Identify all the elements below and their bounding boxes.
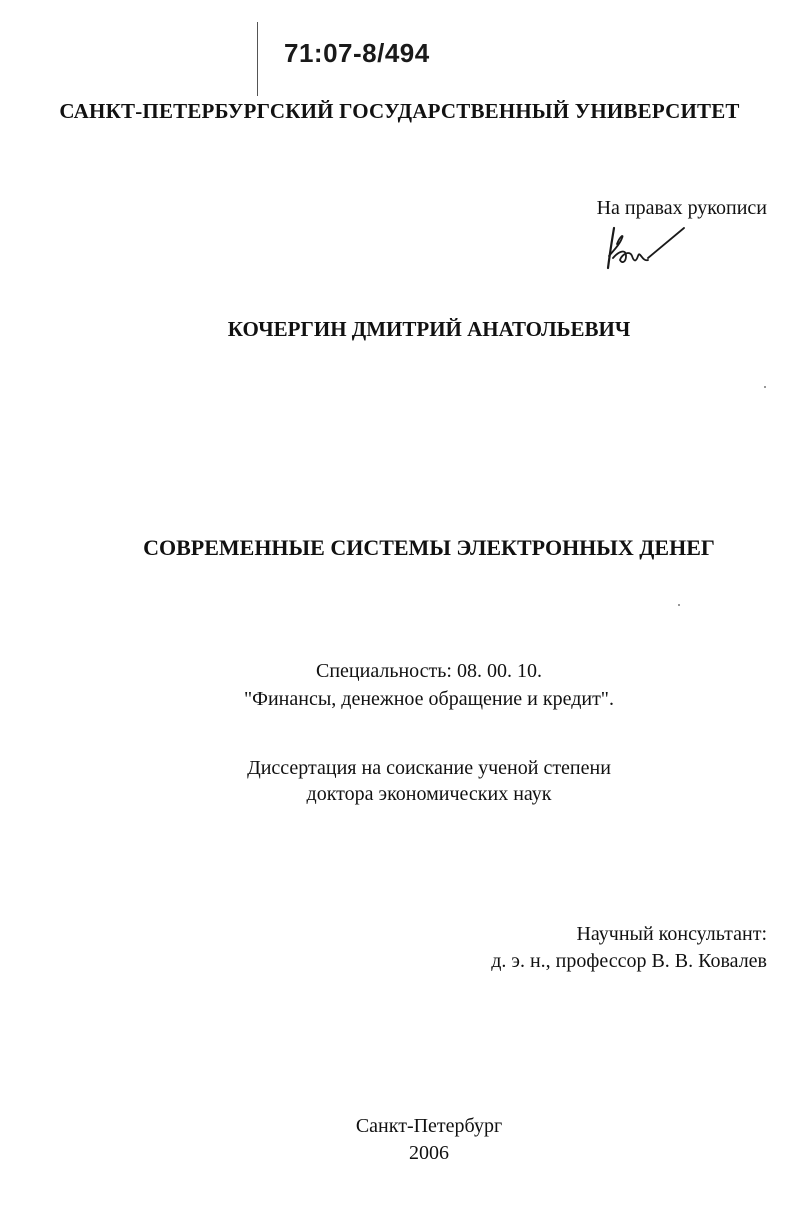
degree-block <box>0 755 799 807</box>
dissertation-title: СОВРЕМЕННЫЕ СИСТЕМЫ ЭЛЕКТРОННЫХ ДЕНЕГ <box>143 535 715 560</box>
manuscript-note: На правах рукописи <box>596 197 767 219</box>
degree-line-1: Диссертация на соискание ученой степени <box>247 757 611 779</box>
consultant-label: Научный консультант: <box>576 923 767 945</box>
author-name: КОЧЕРГИН ДМИТРИЙ АНАТОЛЬЕВИЧ <box>227 317 631 341</box>
specialty-code: Специальность: 08. 00. 10. <box>316 660 542 682</box>
margin-line <box>257 22 258 96</box>
city-year-block <box>0 1113 799 1167</box>
consultant-name: д. э. н., профессор В. В. Ковалев <box>491 950 767 972</box>
signature-icon <box>600 222 690 274</box>
university-name: САНКТ-ПЕТЕРБУРГСКИЙ ГОСУДАРСТВЕННЫЙ УНИВЕРСИТЕТ <box>59 99 740 123</box>
specialty-name: "Финансы, денежное обращение и кредит". <box>244 688 614 710</box>
city: Санкт-Петербург <box>355 1115 503 1137</box>
scan-speck <box>678 604 680 606</box>
consultant-block <box>491 921 767 975</box>
degree-line-2: доктора экономических наук <box>306 783 552 805</box>
specialty-block <box>0 657 799 713</box>
scan-speck <box>764 386 766 388</box>
catalog-number: 71:07-8/494 <box>284 38 430 68</box>
year: 2006 <box>409 1142 449 1164</box>
